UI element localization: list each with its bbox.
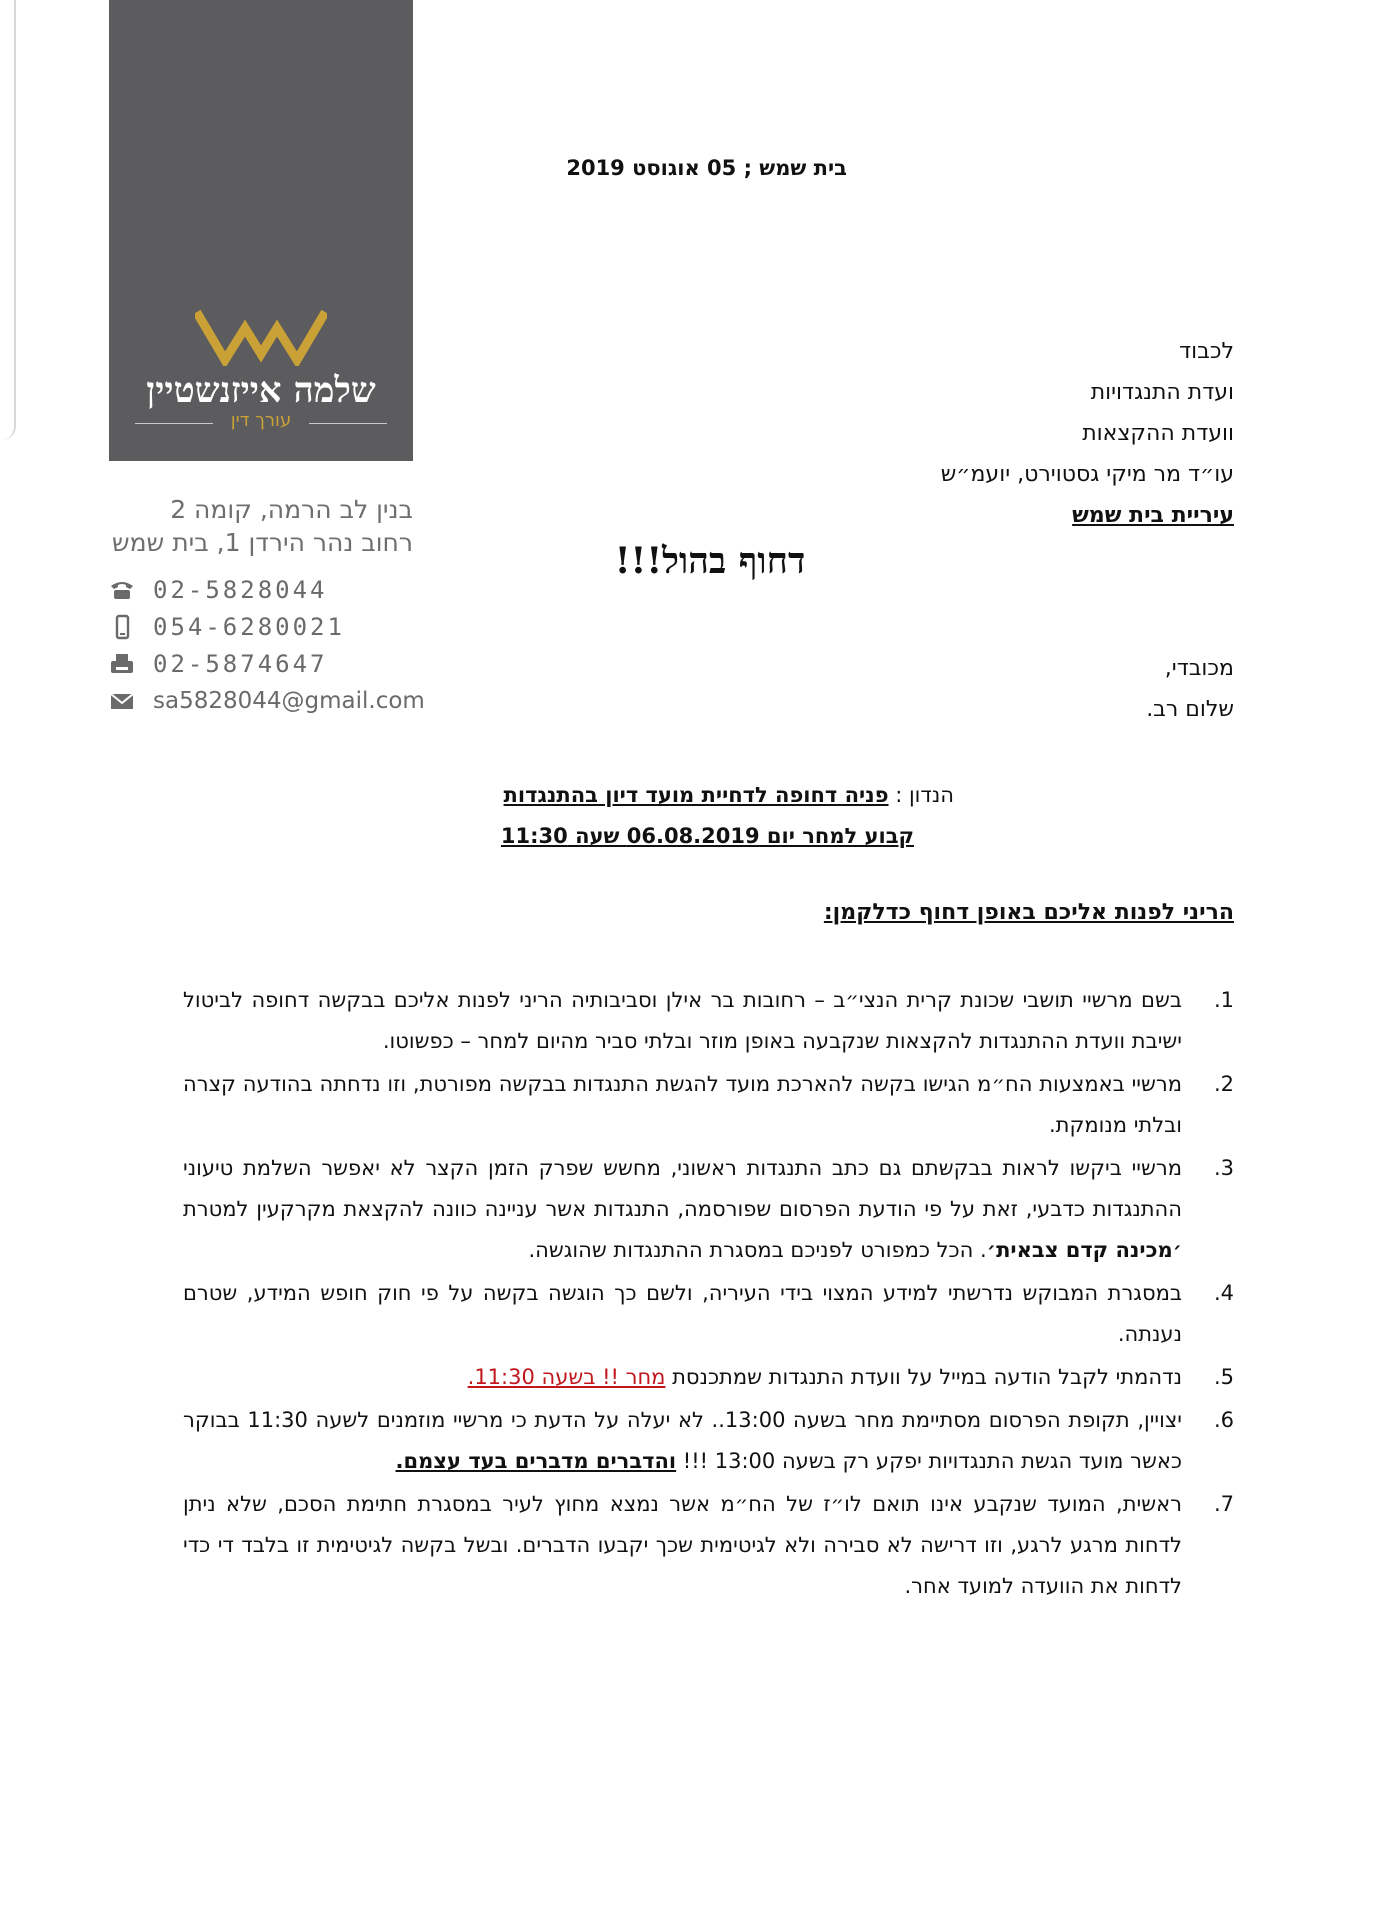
- contact-fax: [109, 647, 449, 681]
- recipient-line-1: לכבוד: [1179, 339, 1234, 364]
- subject-line-1: [501, 775, 954, 816]
- intro-line: הריני לפנות אליכם באופן דחוף כדלקמן:: [823, 900, 1234, 925]
- mail-icon: [109, 688, 135, 714]
- item-text: מרשיי ביקשו לראות בבקשתם גם כתב התנגדות ראשוני, מחשש שפרק הזמן הקצר לא יאפשר השלמת טיעוני ההתנגדות כדבעי, זאת על פי הודעת הפרסום שפורסמה, התנגדות אשר עניינה כוונה להקצאת מקרקעין למטרת: [183, 1156, 1182, 1221]
- item-text-cont: . הכל כמפורט לפניכם במסגרת ההתנגדות שהוגשה.: [528, 1238, 987, 1262]
- list-item: [183, 1357, 1234, 1398]
- item-text: מרשיי באמצעות הח״מ הגישו בקשה להארכת מועד להגשת התנגדות בבקשה מפורטת, וזו נדחתה בהודעה קצרה ובלתי מנומקת.: [183, 1072, 1182, 1137]
- item-emphasis: ׳מכינה קדם צבאית׳: [986, 1238, 1182, 1262]
- email-address: sa5828044@gmail.com: [153, 688, 425, 714]
- recipient-line-3: וועדת ההקצאות: [1082, 421, 1234, 446]
- item-number: 4.: [1213, 1281, 1234, 1305]
- contact-mobile: [109, 610, 449, 644]
- list-item: [183, 1273, 1234, 1355]
- contact-email: [109, 684, 449, 718]
- item-number: 5.: [1213, 1365, 1234, 1389]
- numbered-list: [183, 980, 1234, 1609]
- recipient-line-4: עו״ד מר מיקי גסטוירט, יועמ״ש: [940, 462, 1234, 487]
- salutation: שלום רב.: [1146, 697, 1234, 722]
- mobile-number: 054-6280021: [153, 613, 345, 641]
- logo-divider-right: [309, 423, 387, 424]
- recipient-line-2: ועדת התנגדויות: [1090, 380, 1234, 405]
- subject-block: [501, 775, 954, 857]
- recipient-org: [734, 495, 1234, 536]
- recipient-org-text: עיריית בית שמש: [1072, 503, 1234, 528]
- item-emphasis: והדברים מדברים בעד עצמם.: [395, 1449, 677, 1473]
- lawyer-title: עורך דין: [230, 410, 292, 431]
- mobile-icon: [109, 614, 135, 640]
- subject-label: הנדון :: [895, 783, 954, 807]
- phone-number: 02-5828044: [153, 576, 328, 604]
- item-text: ראשית, המועד שנקבע אינו תואם לו״ז של הח״מ אשר נמצא מחוץ לעיר במסגרת חתימת הסכם, שלא ניתן לדחות מרגע לרגע, וזו דרישה לא סבירה ולא לגיטימית שכך יקבעו הדברים. ובשל בקשה לגיטימית זו בלבד די כדי לדחות את הוועדה למועד אחר.: [183, 1492, 1182, 1598]
- phone-icon: [109, 577, 135, 603]
- office-address-line2: רחוב נהר הירדן 1, בית שמש: [111, 528, 413, 557]
- page-edge: [0, 0, 16, 440]
- urgent-title: דחוף בהול!!!: [614, 540, 806, 582]
- item-number: 2.: [1213, 1072, 1234, 1096]
- item-text: בשם מרשיי תושבי שכונת קרית הנצי״ב – רחובות בר אילן וסביבותיה הריני לפנות אליכם בבקשה דחופה לביטול ישיבת וועדת ההתנגדות להקצאות שנקבעה באופן מוזר ובלתי סביר מהיום למחר – כפשוטו.: [183, 988, 1182, 1053]
- lawyer-name: שלמה אייזנשטיין: [146, 370, 376, 411]
- fax-number: 02-5874647: [153, 650, 328, 678]
- item-text: במסגרת המבוקש נדרשתי למידע המצוי בידי העיריה, ולשם כך הוגשה בקשה על פי חוק חופש המידע, שטרם נענתה.: [183, 1281, 1182, 1346]
- item-text: יצויין, תקופת הפרסום מסתיימת מחר בשעה 13:00.. לא יעלה על הדעת כי מרשיי מוזמנים לשעה 11:30 בבוקר כאשר מועד הגשת התנגדויות יפקע רק בשעה 13:00 !!!: [183, 1408, 1182, 1473]
- fax-icon: [109, 651, 135, 677]
- item-number: 6.: [1213, 1408, 1234, 1432]
- item-number: 3.: [1213, 1156, 1234, 1180]
- item-number: 1.: [1213, 988, 1234, 1012]
- list-item: [183, 1484, 1234, 1607]
- subject-text-2: קבוע למחר יום 06.08.2019 שעה 11:30: [500, 824, 914, 848]
- item-number: 7.: [1213, 1492, 1234, 1516]
- item-highlight: מחר !! בשעה 11:30.: [467, 1365, 666, 1389]
- subject-text-1: פניה דחופה לדחיית מועד דיון בהתנגדות: [503, 783, 889, 807]
- logo-monogram-icon: [195, 310, 327, 366]
- contact-phone: [109, 573, 449, 607]
- list-item: [183, 980, 1234, 1062]
- letterhead-logo: [109, 0, 413, 461]
- list-item: [183, 1400, 1234, 1482]
- greeting: מכובדי,: [1164, 656, 1234, 681]
- list-item: [183, 1064, 1234, 1146]
- letter-date: בית שמש ; 05 אוגוסט 2019: [566, 156, 847, 180]
- office-address-line1: בנין לב הרמה, קומה 2: [170, 495, 413, 524]
- subject-line-2: [501, 816, 954, 857]
- list-item: [183, 1148, 1234, 1271]
- item-text: נדהמתי לקבל הודעה במייל על וועדת התנגדות שמתכנסת: [665, 1365, 1182, 1389]
